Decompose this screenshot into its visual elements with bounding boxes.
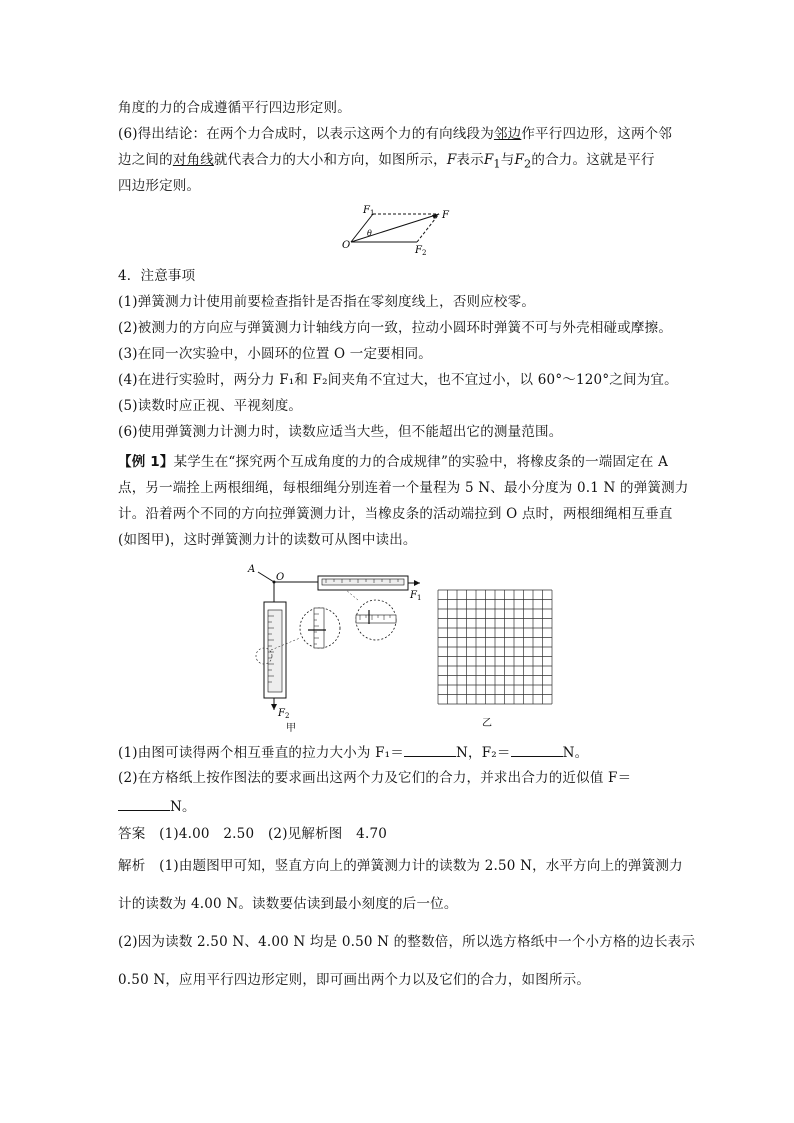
answer-line [118,824,387,844]
answer-label: 答案 [118,826,146,842]
label-F2-sub: 2 [422,249,427,257]
symbol: F [514,152,525,168]
note-2: (2)被测力的方向应与弹簧测力计轴线方向一致，拉动小圆环时弹簧不可与外壳相碰或摩擦。 [118,320,673,336]
label-F2: F [415,245,422,256]
blank-F[interactable] [118,796,170,811]
symbol: F [483,152,494,168]
example-line-3: 计。沿着两个不同的方向拉弹簧测力计，当橡皮条的活动端拉到 O 点时，两根细绳相互垂直 [118,506,673,522]
underline-term: 邻边 [493,126,522,142]
label-theta: θ [367,229,372,238]
analysis-line-1 [118,856,683,876]
text: 作平行四边形，这两个邻 [521,126,673,142]
example-line-4: (如图甲)，这时弹簧测力计的读数可从图中读出。 [118,532,417,548]
analysis-line-4: 0.50 N，应用平行四边形定则，即可画出两个力以及它们的合力，如图所示。 [118,972,591,988]
section-title-notes: 4．注意事项 [118,268,196,284]
text: N。 [170,799,196,815]
text: 表示 [456,152,484,168]
text: 就代表合力的大小和方向，如图所示， [213,152,447,168]
label-F: F [442,210,449,221]
label-yi: 乙 [482,718,492,729]
text: (6)得出结论：在两个力合成时，以表示这两个力的有向线段为 [118,126,494,142]
conclusion-line-3: 四边形定则。 [118,178,201,194]
parallelogram-figure [335,200,465,260]
example-tag: 【例 1】 [118,454,174,470]
text: N，F₂＝ [456,745,511,761]
note-5: (5)读数时应正视、平视刻度。 [118,398,303,414]
note-6: (6)使用弹簧测力计测力时，读数应适当大些，但不能超出它的测量范围。 [118,424,563,440]
grid-paper-figure [436,588,556,733]
label-F2: F [278,708,285,719]
text: 的合力。这就是平行 [531,152,655,168]
example-line-2: 点，另一端拴上两根细绳，每根细绳分别连着一个量程为 5 N、最小分度为 0.1 N 的弹簧测力 [118,480,689,496]
question-2: (2)在方格纸上按作图法的要求画出这两个力及它们的合力，并求出合力的近似值 F＝ [118,770,632,786]
text: N。 [562,745,589,761]
label-F1-sub: 1 [370,209,375,217]
intro-end-line: 角度的力的合成遵循平行四边形定则。 [118,100,351,116]
label-F1: F [410,590,417,601]
text: 边之间的 [118,152,173,168]
note-1: (1)弹簧测力计使用前要检查指针是否指在零刻度线上，否则应校零。 [118,294,536,310]
conclusion-line-1 [118,124,672,144]
text: (1)由题图甲可知，竖直方向上的弹簧测力计的读数为 2.50 N，水平方向上的弹簧测力 [159,858,683,874]
example-line-1 [118,452,668,472]
blank-F1[interactable] [404,742,456,757]
question-1 [118,742,588,763]
label-F1: F [363,205,370,216]
text: 某学生在“探究两个互成角度的力的合成规律”的实验中，将橡皮条的一端固定在 A [173,454,669,470]
symbol: F [446,152,457,168]
subscript: 1 [493,157,501,171]
label-O: O [342,240,351,251]
label-F2-sub: 2 [285,712,290,720]
text: 与 [500,152,515,168]
label-F1-sub: 1 [417,594,422,602]
label-O: O [276,572,285,583]
analysis-line-2: 计的读数为 4.00 N。读数要估读到最小刻度的后一位。 [118,896,458,912]
spring-scale-figure [238,560,438,735]
note-3: (3)在同一次实验中，小圆环的位置 O 一定要相同。 [118,346,432,362]
underline-term: 对角线 [172,152,214,168]
text: (1)由图可读得两个相互垂直的拉力大小为 F₁＝ [118,745,404,761]
analysis-label: 解析 [118,858,146,874]
question-2-cont [118,796,196,817]
note-4: (4)在进行实验时，两分力 F₁和 F₂间夹角不宜过大，也不宜过小，以 60°～120°之间为宜。 [118,372,678,388]
subscript: 2 [524,157,532,171]
analysis-line-3: (2)因为读数 2.50 N、4.00 N 均是 0.50 N 的整数倍，所以选方格纸中一个小方格的边长表示 [118,934,696,950]
label-A: A [248,564,256,575]
conclusion-line-2 [118,150,655,175]
label-jia: 甲 [286,723,296,734]
answer-text: (1)4.00 2.50 (2)见解析图 4.70 [159,826,388,842]
blank-F2[interactable] [511,742,563,757]
